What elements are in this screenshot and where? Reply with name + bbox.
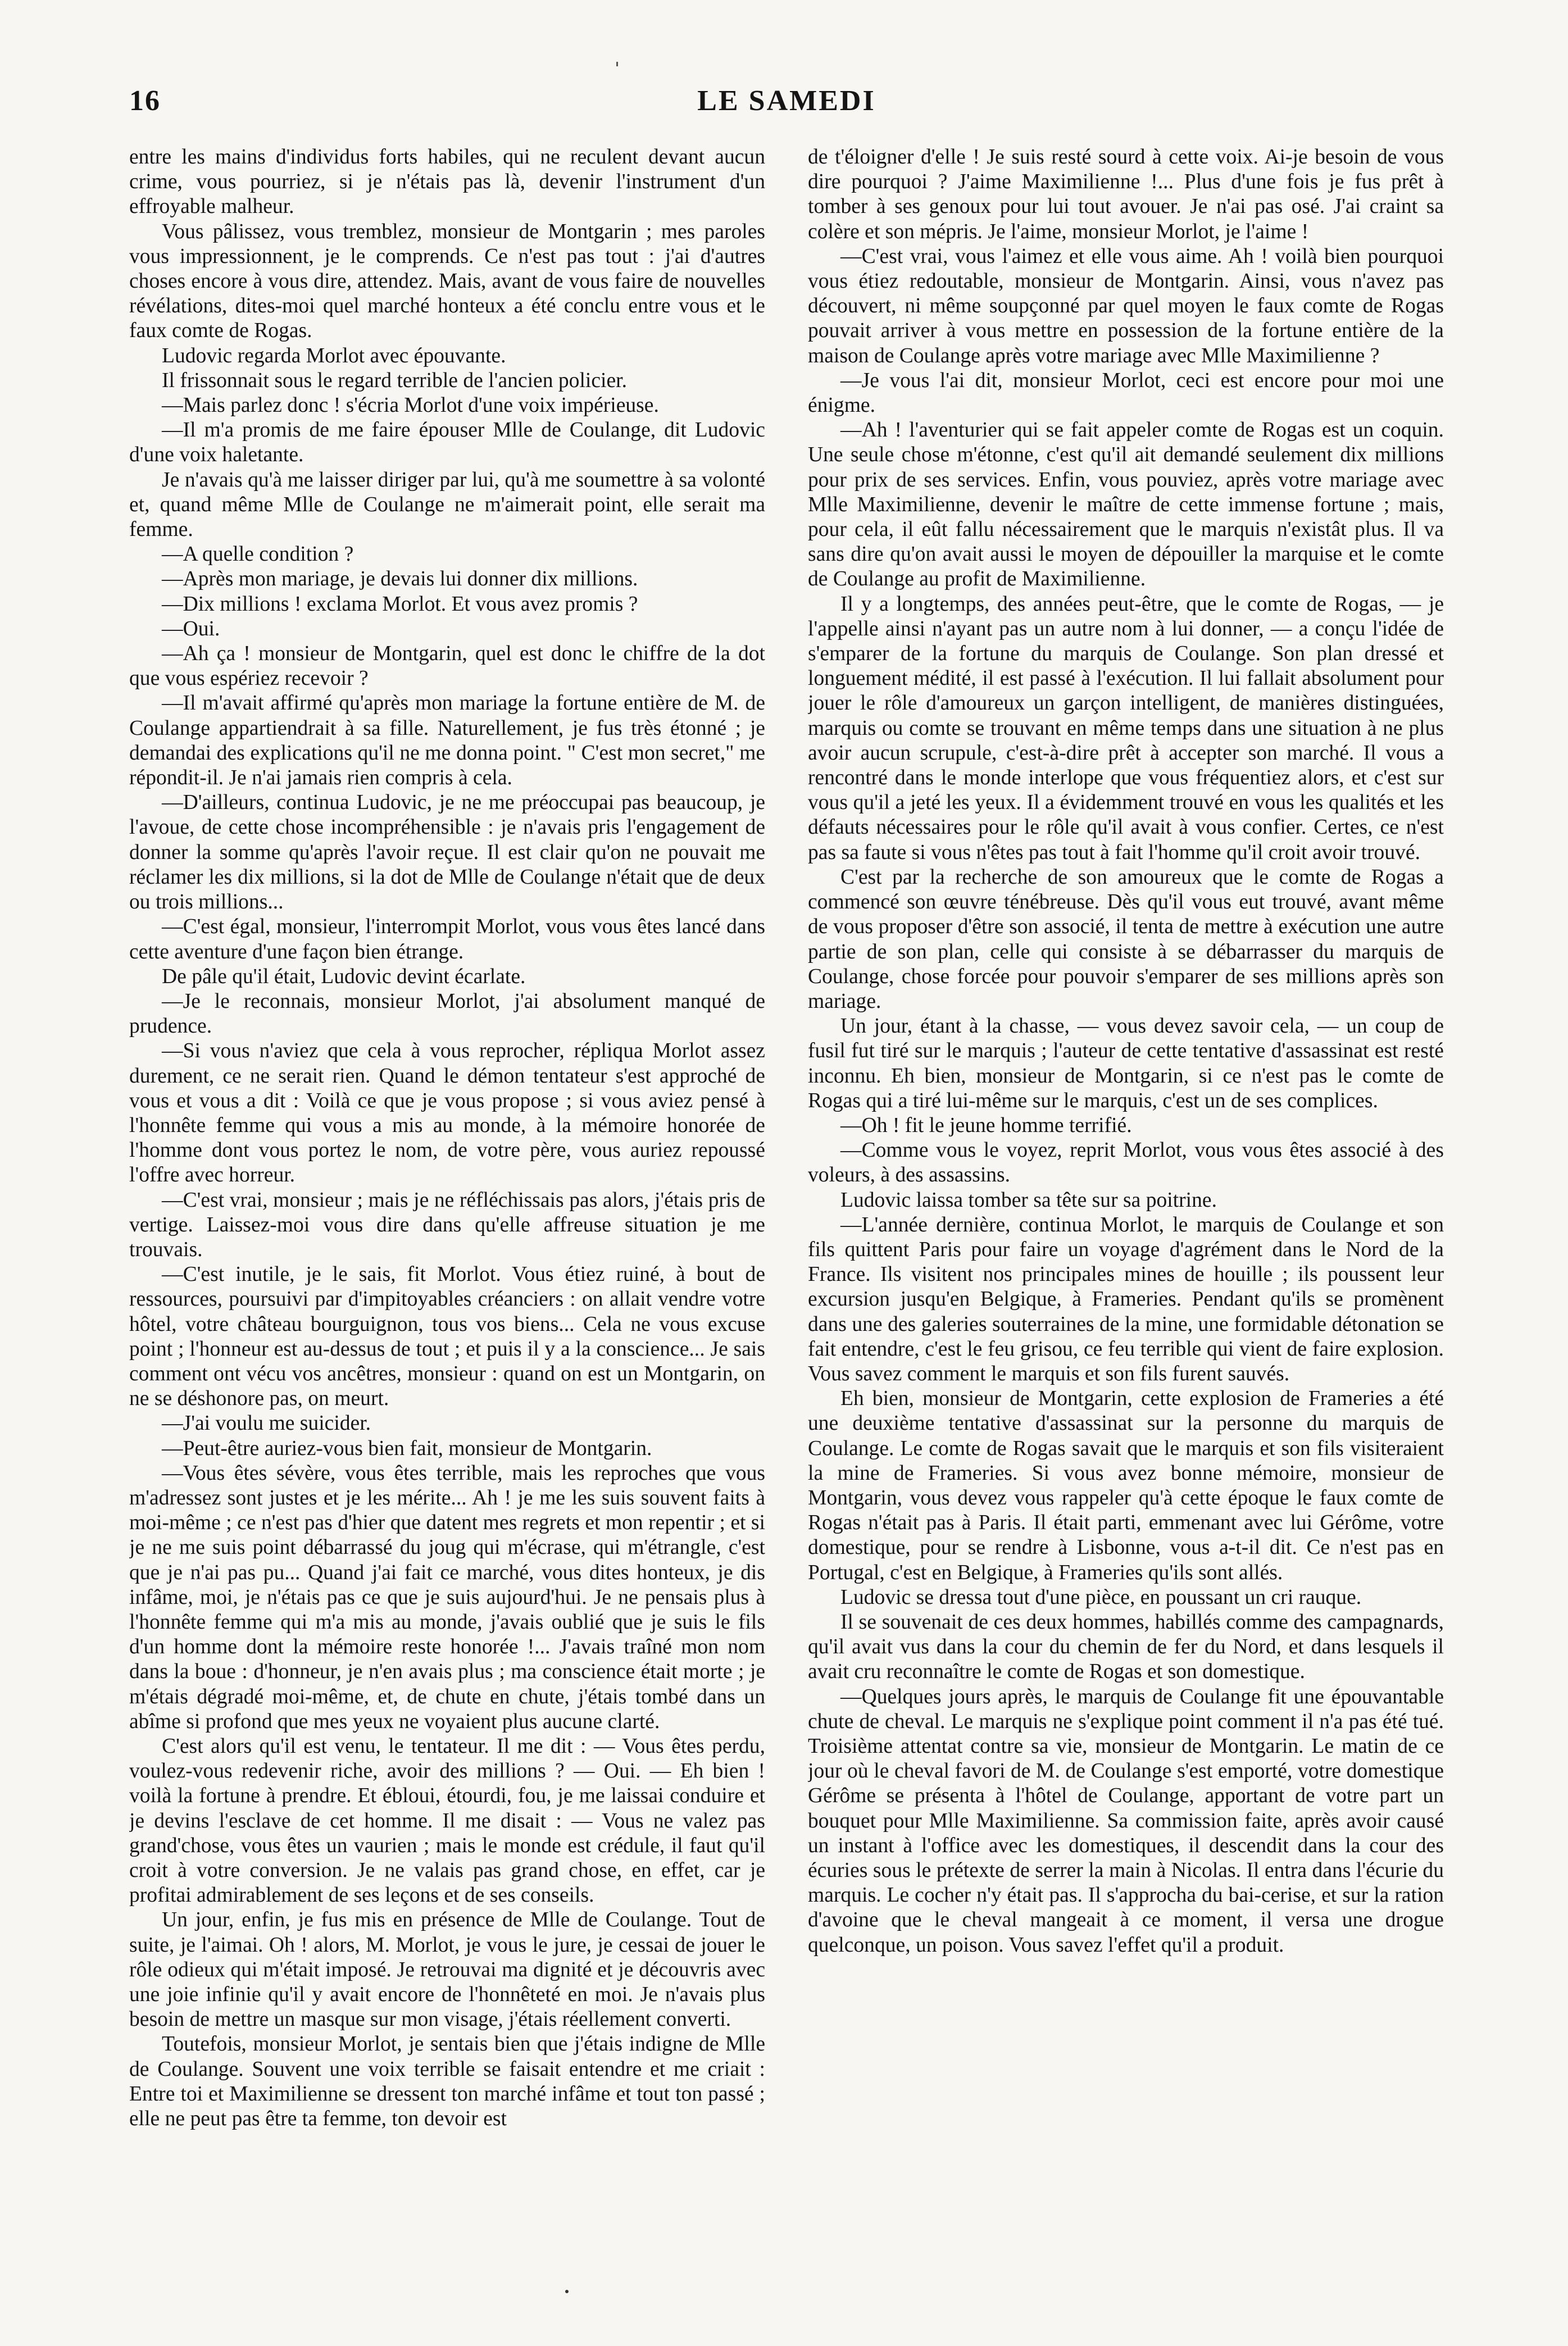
page-number: 16 xyxy=(129,85,161,117)
paragraph: —D'ailleurs, continua Ludovic, je ne me préoccupai pas beaucoup, je l'avoue, de cette chose incompréhensible : je n'avais pris l'engagement de donner la somme qu'après l'avoir reçue. Il est clair qu'on ne pouvait me réclamer les dix millions, si la dot de Mlle de Coulange n'était que de deux ou trois millions... xyxy=(129,791,765,914)
paragraph: —Je le reconnais, monsieur Morlot, j'ai absolument manqué de prudence. xyxy=(129,989,765,1038)
paragraph: —Ah ! l'aventurier qui se fait appeler comte de Rogas est un coquin. Une seule chose m'étonne, c'est qu'il ait demandé seulement dix millions pour prix de ses services. Enfin, vous pouviez, après votre mariage avec Mlle Maximilienne, devenir le maître de cette immense fortune ; mais, pour cela, il eût fallu nécessairement que le marquis n'existât plus. Il va sans dire qu'on avait aussi le moyen de dépouiller la marquise et le comte de Coulange au profit de Maximilienne. xyxy=(808,419,1444,591)
paragraph: —Mais parlez donc ! s'écria Morlot d'une voix impérieuse. xyxy=(162,394,659,417)
paragraph: —Oui. xyxy=(162,617,220,640)
paragraph: Ludovic regarda Morlot avec épouvante. xyxy=(162,344,506,367)
paragraph: —C'est inutile, je le sais, fit Morlot. Vous étiez ruiné, à bout de ressources, poursuivi par d'impitoyables créanciers : on allait vendre votre hôtel, votre château bourguignon, tous vos biens... Cela ne vous excuse point ; l'honneur est au-dessus de tout ; et puis il y a la conscience... Je sais comment ont vécu vos ancêtres, monsieur : quand on est un Montgarin, on ne se déshonore pas, on meurt. xyxy=(129,1263,765,1411)
paragraph: —Vous êtes sévère, vous êtes terrible, mais les reproches que vous m'adressez sont justes et je les mérite... Ah ! je me les suis souvent faits à moi-même ; ce n'est pas d'hier que datent mes regrets et mon repentir ; et si je ne me suis point débarrassé du joug qui m'écrase, qui m'étrangle, c'est que je n'ai pas pu... Quand j'ai fait ce marché, vous dites honteux, je dis infâme, moi, je n'étais pas ce que je suis aujourd'hui. Je ne pensais plus à l'honnête femme qui m'a mis au monde, j'avais oublié que je suis le fils d'un homme dont la mémoire reste honorée !... J'avais traîné mon nom dans la boue : d'honneur, je n'en avais plus ; ma conscience était morte ; je m'étais dégradé moi-même, et, de chute en chute, j'étais tombé dans un abîme si profond que mes yeux ne voyaient plus aucune clarté. xyxy=(129,1461,765,1733)
paragraph: —Quelques jours après, le marquis de Coulange fit une épouvantable chute de cheval. Le marquis ne s'explique point comment il n'a pas été tué. Troisième attentat contre sa vie, monsieur de Montgarin. Le matin de ce jour où le cheval favori de M. de Coulange s'est emporté, votre domestique Gérôme se présenta à l'hôtel de Coulange, apportant de votre part un bouquet pour Mlle Maximilienne. Sa commission faite, après avoir causé un instant à l'office avec les domestiques, il descendit dans la cour des écuries sous le prétexte de serrer la main à Nicolas. Il entra dans l'écurie du marquis. Le cocher n'y était pas. Il s'approcha du bai-cerise, et sur la ration d'avoine que le cheval mangeait à ce moment, il versa une drogue quelconque, un poison. Vous savez l'effet qu'il a produit. xyxy=(808,1685,1444,1957)
paragraph: de t'éloigner d'elle ! Je suis resté sourd à cette voix. Ai-je besoin de vous dire pourquoi ? J'aime Maximilienne !... Plus d'une fois je fus prêt à tomber à ses genoux pour lui tout avouer. Je n'ai pas osé. J'ai craint sa colère et son mépris. Je l'aime, monsieur Morlot, je l'aime ! xyxy=(808,146,1444,243)
journal-title: LE SAMEDI xyxy=(697,85,876,117)
paragraph: —Il m'avait affirmé qu'après mon mariage la fortune entière de M. de Coulange appartiendrait à sa fille. Naturellement, je fus très étonné ; je demandai des explications qu'il ne me donna point. " C'est mon secret," me répondit-il. Je n'ai jamais rien compris à cela. xyxy=(129,692,765,790)
left-column xyxy=(129,145,765,2246)
paragraph: —Comme vous le voyez, reprit Morlot, vous vous êtes associé à des voleurs, à des assassins. xyxy=(808,1139,1444,1187)
paragraph: Il y a longtemps, des années peut-être, que le comte de Rogas, — je l'appelle ainsi n'ayant pas un autre nom à lui donner, — a conçu l'idée de s'emparer de la fortune du marquis de Coulange. Son plan dressé et longuement médité, il est passé à l'exécution. Il lui fallait absolument pour jouer le rôle d'amoureux un garçon intelligent, de manières distinguées, marquis ou comte se trouvant en même temps dans une situation à ne plus avoir aucun scrupule, c'est-à-dire prêt à accepter son marché. Il vous a rencontré dans le monde interlope que vous fréquentiez alors, et c'est sur vous qu'il a jeté les yeux. Il a évidemment trouvé en vous les qualités et les défauts nécessaires pour le rôle qu'il avait à vous confier. Certes, ce n'est pas sa faute si vous n'êtes pas tout à fait l'homme qu'il croit avoir trouvé. xyxy=(808,592,1444,864)
paragraph: Il frissonnait sous le regard terrible de l'ancien policier. xyxy=(162,369,627,392)
paragraph: Il se souvenait de ces deux hommes, habillés comme des campagnards, qu'il avait vus dans la cour du chemin de fer du Nord, et dans lesquels il avait cru reconnaître le comte de Rogas et son domestique. xyxy=(808,1610,1444,1684)
print-mark xyxy=(565,2290,569,2293)
paragraph: C'est par la recherche de son amoureux que le comte de Rogas a commencé son œuvre ténébreuse. Dès qu'il vous eut trouvé, avant même de vous proposer d'être son associé, il tenta de mettre à exécution une autre partie de son plan, celle qui consiste à se débarrasser du marquis de Coulange, chose forcée pour pouvoir s'emparer de ses millions après son mariage. xyxy=(808,865,1444,1013)
paragraph: —Ah ça ! monsieur de Montgarin, quel est donc le chiffre de la dot que vous espériez recevoir ? xyxy=(129,642,765,690)
paragraph: Ludovic se dressa tout d'une pièce, en poussant un cri rauque. xyxy=(840,1585,1362,1609)
paragraph: —J'ai voulu me suicider. xyxy=(162,1412,371,1435)
paragraph: —Peut-être auriez-vous bien fait, monsieur de Montgarin. xyxy=(162,1436,652,1460)
paragraph: —C'est vrai, monsieur ; mais je ne réfléchissais pas alors, j'étais pris de vertige. Laissez-moi vous dire dans qu'elle affreuse situation je me trouvais. xyxy=(129,1188,765,1261)
article-body xyxy=(129,145,1444,2246)
paragraph: entre les mains d'individus forts habiles, qui ne reculent devant aucun crime, vous pourriez, si je n'étais pas là, devenir l'instrument d'un effroyable malheur. xyxy=(129,146,765,219)
paragraph: De pâle qu'il était, Ludovic devint écarlate. xyxy=(162,965,526,988)
paragraph: —A quelle condition ? xyxy=(162,543,354,566)
paragraph: —C'est égal, monsieur, l'interrompit Morlot, vous vous êtes lancé dans cette aventure d'une façon bien étrange. xyxy=(129,915,765,963)
paragraph: —C'est vrai, vous l'aimez et elle vous aime. Ah ! voilà bien pourquoi vous étiez redoutable, monsieur de Montgarin. Ainsi, vous n'avez pas découvert, ni même soupçonné par quel moyen le faux comte de Rogas pouvait arriver à vous mettre en possession de la fortune entière de la maison de Coulange après votre mariage avec Mlle Maximilienne ? xyxy=(808,244,1444,367)
paragraph: —Si vous n'aviez que cela à vous reprocher, répliqua Morlot assez durement, ce ne serait rien. Quand le démon tentateur s'est approché de vous et vous a dit : Voilà ce que je vous propose ; si vous aviez pensé à l'honnête femme qui vous a mis au monde, à la mémoire honorée de l'homme dont vous portez le nom, de votre père, vous auriez repoussé l'offre avec horreur. xyxy=(129,1039,765,1187)
paragraph: —L'année dernière, continua Morlot, le marquis de Coulange et son fils quittent Paris pour faire un voyage d'agrément dans le Nord de la France. Ils visitent nos principales mines de houille ; ils poussent leur excursion jusqu'en Belgique, à Frameries. Pendant qu'ils se promènent dans une des galeries souterraines de la mine, une formidable détonation se fait entendre, c'est le feu grisou, ce feu terrible qui vient de faire explosion. Vous savez comment le marquis et son fils furent sauvés. xyxy=(808,1213,1444,1385)
paragraph: —Après mon mariage, je devais lui donner dix millions. xyxy=(162,567,638,591)
paragraph: Un jour, enfin, je fus mis en présence de Mlle de Coulange. Tout de suite, je l'aimai. Oh ! alors, M. Morlot, je vous le jure, je cessai de jouer le rôle odieux qui m'était imposé. Je retrouvai ma dignité et je découvris avec une joie infinie qu'il y avait encore de l'honnêteté en moi. Je n'avais plus besoin de mettre un masque sur mon visage, j'étais réellement converti. xyxy=(129,1908,765,2031)
paragraph: —Il m'a promis de me faire épouser Mlle de Coulange, dit Ludovic d'une voix haletante. xyxy=(129,419,765,467)
paragraph: —Oh ! fit le jeune homme terrifié. xyxy=(840,1113,1132,1137)
paragraph: Je n'avais qu'à me laisser diriger par lui, qu'à me soumettre à sa volonté et, quand même Mlle de Coulange ne m'aimerait point, elle serait ma femme. xyxy=(129,468,765,542)
page-header xyxy=(129,84,1444,129)
paragraph: —Je vous l'ai dit, monsieur Morlot, ceci est encore pour moi une énigme. xyxy=(808,369,1444,417)
paragraph: Toutefois, monsieur Morlot, je sentais bien que j'étais indigne de Mlle de Coulange. Souvent une voix terrible se faisait entendre et me criait : Entre toi et Maximilienne se dressent ton marché infâme et tout ton passé ; elle ne peut pas être ta femme, ton devoir est xyxy=(129,2033,765,2131)
paragraph: —Dix millions ! exclama Morlot. Et vous avez promis ? xyxy=(162,592,638,616)
paragraph: Vous pâlissez, vous tremblez, monsieur de Montgarin ; mes paroles vous impressionnent, je le comprends. Ce n'est pas tout : j'ai d'autres choses encore à vous dire, attendez. Mais, avant de vous faire de nouvelles révélations, dites-moi quel marché honteux a été conclu entre vous et le faux comte de Rogas. xyxy=(129,220,765,343)
paragraph: C'est alors qu'il est venu, le tentateur. Il me dit : — Vous êtes perdu, voulez-vous redevenir riche, avoir des millions ? — Oui. — Eh bien ! voilà la fortune à prendre. Et ébloui, étourdi, fou, je me laissai conduire et je devins l'esclave de cet homme. Il me disait : — Vous ne valez pas grand'chose, vous êtes un vaurien ; mais le monde est crédule, il faut qu'il croit à votre conversion. Je ne valais pas grand chose, en effet, car je profitai admirablement de ses leçons et de ses conseils. xyxy=(129,1735,765,1907)
paragraph: Eh bien, monsieur de Montgarin, cette explosion de Frameries a été une deuxième tentative d'assassinat sur la personne du marquis de Coulange. Le comte de Rogas savait que le marquis et son fils visiteraient la mine de Frameries. Si vous avez bonne mémoire, monsieur de Montgarin, vous devez vous rappeler qu'à cette époque le faux comte de Rogas n'était pas à Paris. Il était parti, emmenant avec lui Gérôme, votre domestique, pour se rendre à Lisbonne, vous a-t-il dit. Ce n'est pas en Portugal, c'est en Belgique, à Frameries qu'ils sont allés. xyxy=(808,1387,1444,1584)
print-mark xyxy=(616,62,618,66)
paragraph: Ludovic laissa tomber sa tête sur sa poitrine. xyxy=(840,1188,1217,1212)
right-column xyxy=(808,145,1444,2246)
paragraph: Un jour, étant à la chasse, — vous devez savoir cela, — un coup de fusil fut tiré sur le marquis ; l'auteur de cette tentative d'assassinat est resté inconnu. Eh bien, monsieur de Montgarin, si ce n'est pas le comte de Rogas qui a tiré lui-même sur le marquis, c'est un de ses complices. xyxy=(808,1015,1444,1112)
